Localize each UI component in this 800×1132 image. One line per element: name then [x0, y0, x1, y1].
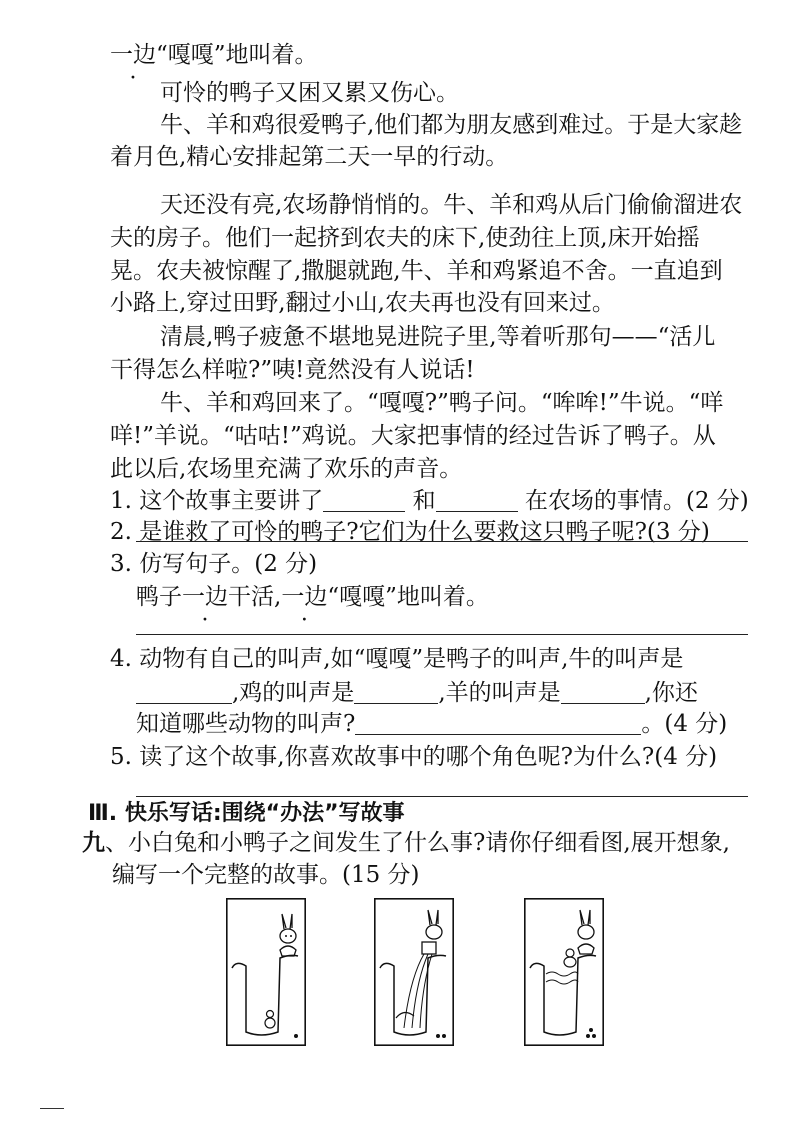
answer-line[interactable]	[136, 541, 748, 542]
story-line-8: 小路上,穿过田野,翻过小山,农夫再也没有回来过。	[110, 290, 615, 316]
page-corner-mark	[40, 1108, 64, 1109]
story-line-3: 牛、羊和鸡很爱鸭子,他们都为朋友感到难过。于是大家趁	[160, 112, 743, 138]
answer-blank[interactable]	[355, 712, 641, 735]
story-line-11: 牛、羊和鸡回来了。“嘎嘎?”鸭子问。“哞哞!”牛说。“咩	[160, 390, 724, 416]
story-line-12: 咩!”羊说。“咕咕!”鸡说。大家把事情的经过告诉了鸭子。从	[110, 423, 716, 449]
question-4: 4. 动物有自己的叫声,如“嘎嘎”是鸭子的叫声,牛的叫声是	[110, 646, 684, 672]
answer-blank[interactable]	[561, 681, 645, 704]
question-9-line-2: 编写一个完整的故事。(15 分)	[112, 862, 420, 888]
answer-blank[interactable]	[323, 489, 405, 512]
answer-blank[interactable]	[354, 681, 438, 704]
picture-panel-3	[524, 898, 604, 1046]
question-4-line-2: ,鸡的叫声是 ,羊的叫声是 ,你还	[136, 676, 698, 710]
answer-blank[interactable]	[136, 681, 232, 704]
answer-line[interactable]	[136, 634, 748, 635]
story-line-10: 干得怎么样啦?”咦!竟然没有人说话!	[110, 357, 475, 383]
story-line-4: 着月色,精心安排起第二天一早的行动。	[110, 144, 509, 170]
question-3-example: 鸭子一边干活,一边“嘎嘎”地叫着。	[136, 580, 489, 614]
story-line-7: 晃。农夫被惊醒了,撒腿就跑,牛、羊和鸡紧追不舍。一直追到	[110, 258, 723, 284]
question-5: 5. 读了这个故事,你喜欢故事中的哪个角色呢?为什么?(4 分)	[110, 744, 718, 770]
question-1: 1. 这个故事主要讲了 和 在农场的事情。(2 分)	[110, 488, 749, 514]
section-heading: Ⅲ. 快乐写话:围绕“办法”写故事	[88, 801, 405, 826]
dotted-word: 一边	[281, 584, 328, 610]
story-line-13: 此以后,农场里充满了欢乐的声音。	[110, 456, 463, 482]
question-4-line-3: 知道哪些动物的叫声? 。(4 分)	[136, 711, 728, 737]
question-2: 2. 是谁救了可怜的鸭子?它们为什么要救这只鸭子呢?(3 分)	[110, 519, 710, 545]
illustration-rabbit-pouring-water	[374, 898, 454, 1046]
question-9: 九、小白兔和小鸭子之间发生了什么事?请你仔细看图,展开想象,	[82, 829, 730, 856]
story-line-5: 天还没有亮,农场静悄悄的。牛、羊和鸡从后门偷偷溜进农	[160, 192, 743, 218]
story-line-1: 一边“嘎嘎”地叫着。	[110, 38, 318, 72]
illustration-rabbit-duck-in-hole	[226, 898, 306, 1046]
illustration-duck-floats-up	[524, 898, 604, 1046]
dotted-word: 一边	[182, 584, 228, 610]
story-line-9: 清晨,鸭子疲惫不堪地晃进院子里,等着听那句——“活儿	[160, 324, 716, 350]
dotted-word: 一边	[110, 42, 156, 68]
answer-blank[interactable]	[436, 489, 518, 512]
story-line-6: 夫的房子。他们一起挤到农夫的床下,使劲往上顶,床开始摇	[110, 225, 700, 251]
story-line-2: 可怜的鸭子又困又累又伤心。	[160, 80, 459, 106]
picture-panel-1	[226, 898, 306, 1046]
picture-panel-2	[374, 898, 454, 1046]
question-3: 3. 仿写句子。(2 分)	[110, 551, 318, 577]
